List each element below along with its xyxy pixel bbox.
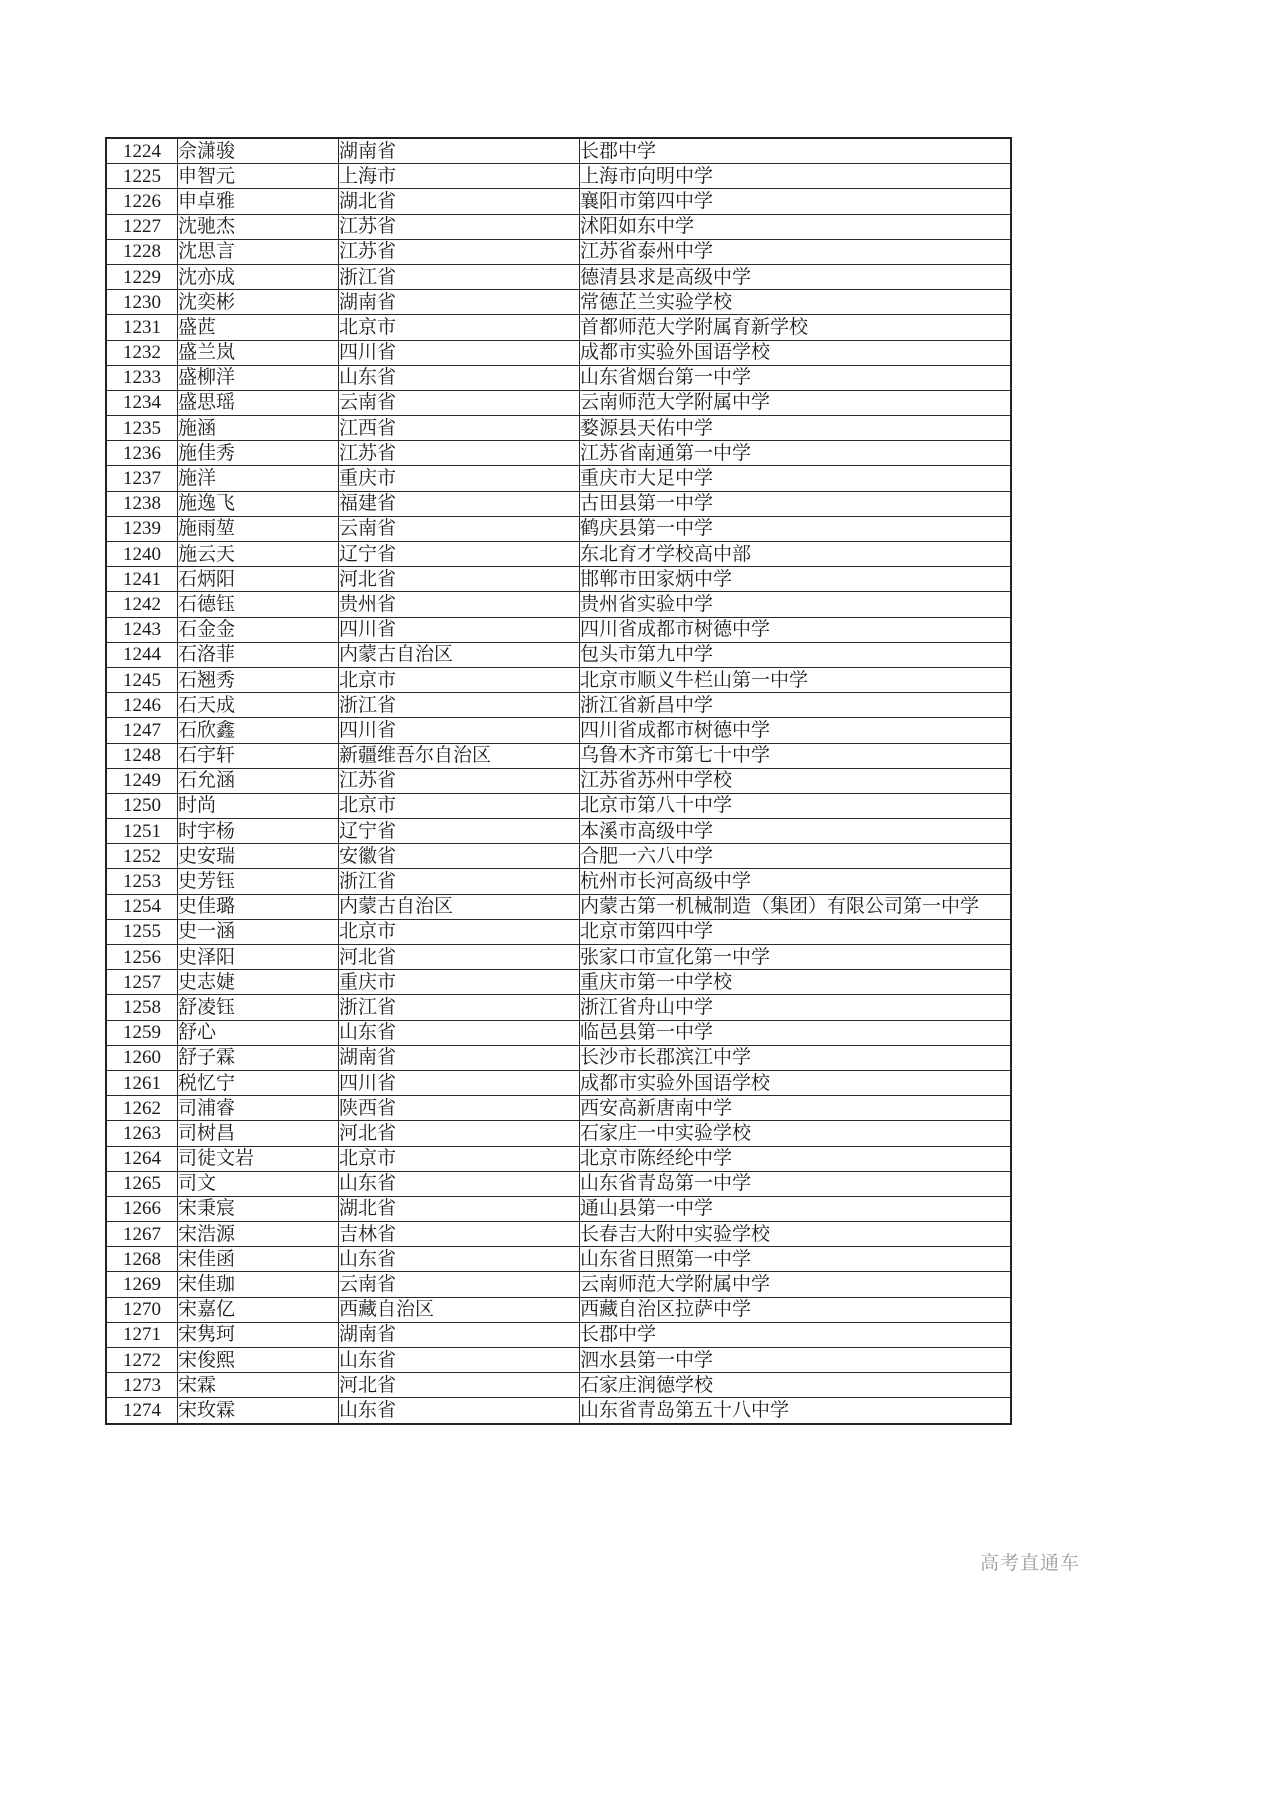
cell-province: 四川省: [339, 340, 580, 365]
cell-name: 宋浩源: [178, 1222, 339, 1247]
cell-name: 宋佳珈: [178, 1272, 339, 1297]
cell-number: 1253: [106, 869, 178, 894]
table-row: [106, 516, 1011, 541]
cell-number: 1254: [106, 894, 178, 919]
table-row: [106, 466, 1011, 491]
table-row: [106, 1247, 1011, 1272]
cell-school: 内蒙古第一机械制造（集团）有限公司第一中学: [580, 894, 1012, 919]
cell-province: 上海市: [339, 164, 580, 189]
cell-number: 1234: [106, 390, 178, 415]
cell-number: 1247: [106, 718, 178, 743]
cell-school: 首都师范大学附属育新学校: [580, 315, 1012, 340]
table-row: [106, 1121, 1011, 1146]
cell-name: 申智元: [178, 164, 339, 189]
table-row: [106, 1398, 1011, 1424]
cell-province: 湖南省: [339, 1322, 580, 1347]
cell-school: 成都市实验外国语学校: [580, 340, 1012, 365]
cell-number: 1225: [106, 164, 178, 189]
cell-number: 1269: [106, 1272, 178, 1297]
cell-school: 襄阳市第四中学: [580, 189, 1012, 214]
table-row: [106, 592, 1011, 617]
table-row: [106, 189, 1011, 214]
cell-number: 1244: [106, 642, 178, 667]
cell-name: 沈奕彬: [178, 290, 339, 315]
cell-name: 史芳钰: [178, 869, 339, 894]
cell-name: 石德钰: [178, 592, 339, 617]
cell-school: 东北育才学校高中部: [580, 542, 1012, 567]
cell-school: 北京市第四中学: [580, 919, 1012, 944]
cell-name: 石允涵: [178, 768, 339, 793]
cell-school: 张家口市宣化第一中学: [580, 945, 1012, 970]
cell-province: 云南省: [339, 516, 580, 541]
cell-name: 宋嘉亿: [178, 1297, 339, 1322]
cell-name: 税忆宁: [178, 1070, 339, 1095]
table-row: [106, 667, 1011, 692]
cell-province: 河北省: [339, 945, 580, 970]
cell-number: 1261: [106, 1070, 178, 1095]
cell-number: 1230: [106, 290, 178, 315]
table-row: [106, 743, 1011, 768]
cell-number: 1274: [106, 1398, 178, 1424]
cell-number: 1229: [106, 264, 178, 289]
table-row: [106, 441, 1011, 466]
cell-number: 1273: [106, 1373, 178, 1398]
cell-school: 江苏省苏州中学校: [580, 768, 1012, 793]
cell-number: 1227: [106, 214, 178, 239]
table-row: [106, 542, 1011, 567]
cell-number: 1272: [106, 1348, 178, 1373]
cell-province: 浙江省: [339, 693, 580, 718]
table-row: [106, 390, 1011, 415]
cell-number: 1248: [106, 743, 178, 768]
cell-province: 福建省: [339, 491, 580, 516]
table-row: [106, 340, 1011, 365]
cell-province: 北京市: [339, 793, 580, 818]
table-row: [106, 1171, 1011, 1196]
cell-school: 山东省青岛第五十八中学: [580, 1398, 1012, 1424]
cell-name: 盛苉: [178, 315, 339, 340]
cell-province: 四川省: [339, 718, 580, 743]
cell-school: 西安高新唐南中学: [580, 1096, 1012, 1121]
table-row: [106, 315, 1011, 340]
cell-school: 通山县第一中学: [580, 1196, 1012, 1221]
cell-school: 江苏省泰州中学: [580, 239, 1012, 264]
cell-number: 1241: [106, 567, 178, 592]
cell-province: 新疆维吾尔自治区: [339, 743, 580, 768]
cell-school: 合肥一六八中学: [580, 844, 1012, 869]
cell-school: 浙江省舟山中学: [580, 995, 1012, 1020]
cell-name: 宋秉宸: [178, 1196, 339, 1221]
table-row: [106, 1272, 1011, 1297]
cell-number: 1263: [106, 1121, 178, 1146]
cell-number: 1233: [106, 365, 178, 390]
cell-number: 1268: [106, 1247, 178, 1272]
table-row: [106, 1196, 1011, 1221]
cell-number: 1257: [106, 970, 178, 995]
table-row: [106, 164, 1011, 189]
table-row: [106, 567, 1011, 592]
cell-name: 施逸飞: [178, 491, 339, 516]
cell-school: 云南师范大学附属中学: [580, 390, 1012, 415]
cell-school: 鹤庆县第一中学: [580, 516, 1012, 541]
cell-province: 山东省: [339, 1171, 580, 1196]
cell-school: 重庆市大足中学: [580, 466, 1012, 491]
cell-name: 宋霖: [178, 1373, 339, 1398]
cell-province: 湖北省: [339, 1196, 580, 1221]
cell-province: 浙江省: [339, 869, 580, 894]
table-row: [106, 1297, 1011, 1322]
cell-province: 内蒙古自治区: [339, 642, 580, 667]
cell-name: 司徒文岩: [178, 1146, 339, 1171]
cell-number: 1240: [106, 542, 178, 567]
table-row: [106, 1045, 1011, 1070]
cell-province: 山东省: [339, 1247, 580, 1272]
cell-name: 史泽阳: [178, 945, 339, 970]
cell-name: 申卓雅: [178, 189, 339, 214]
cell-name: 时宇杨: [178, 819, 339, 844]
cell-province: 浙江省: [339, 995, 580, 1020]
cell-province: 河北省: [339, 1373, 580, 1398]
cell-school: 成都市实验外国语学校: [580, 1070, 1012, 1095]
cell-number: 1237: [106, 466, 178, 491]
cell-province: 陕西省: [339, 1096, 580, 1121]
cell-province: 内蒙古自治区: [339, 894, 580, 919]
cell-name: 石翘秀: [178, 667, 339, 692]
cell-name: 盛柳洋: [178, 365, 339, 390]
cell-province: 江苏省: [339, 214, 580, 239]
cell-name: 史一涵: [178, 919, 339, 944]
cell-province: 湖南省: [339, 138, 580, 164]
cell-province: 山东省: [339, 1398, 580, 1424]
cell-name: 施佳秀: [178, 441, 339, 466]
table-row: [106, 365, 1011, 390]
cell-province: 四川省: [339, 617, 580, 642]
cell-number: 1245: [106, 667, 178, 692]
table-row: [106, 995, 1011, 1020]
cell-school: 浙江省新昌中学: [580, 693, 1012, 718]
cell-province: 河北省: [339, 567, 580, 592]
cell-number: 1251: [106, 819, 178, 844]
cell-name: 施雨堃: [178, 516, 339, 541]
cell-school: 长郡中学: [580, 1322, 1012, 1347]
cell-school: 云南师范大学附属中学: [580, 1272, 1012, 1297]
cell-name: 佘潇骏: [178, 138, 339, 164]
cell-province: 山东省: [339, 365, 580, 390]
cell-school: 婺源县天佑中学: [580, 416, 1012, 441]
cell-province: 山东省: [339, 1348, 580, 1373]
table-row: [106, 1348, 1011, 1373]
cell-school: 包头市第九中学: [580, 642, 1012, 667]
cell-number: 1236: [106, 441, 178, 466]
table-row: [106, 416, 1011, 441]
cell-province: 山东省: [339, 1020, 580, 1045]
cell-name: 盛思瑶: [178, 390, 339, 415]
cell-school: 乌鲁木齐市第七十中学: [580, 743, 1012, 768]
cell-number: 1252: [106, 844, 178, 869]
cell-number: 1239: [106, 516, 178, 541]
cell-name: 宋玫霖: [178, 1398, 339, 1424]
cell-province: 北京市: [339, 1146, 580, 1171]
cell-school: 重庆市第一中学校: [580, 970, 1012, 995]
cell-province: 辽宁省: [339, 819, 580, 844]
cell-province: 重庆市: [339, 466, 580, 491]
cell-number: 1262: [106, 1096, 178, 1121]
cell-number: 1235: [106, 416, 178, 441]
table-row: [106, 214, 1011, 239]
cell-name: 施涵: [178, 416, 339, 441]
cell-province: 贵州省: [339, 592, 580, 617]
table-row: [106, 1322, 1011, 1347]
cell-province: 北京市: [339, 315, 580, 340]
cell-name: 沈亦成: [178, 264, 339, 289]
roster-table: [105, 137, 1012, 1425]
cell-school: 常德芷兰实验学校: [580, 290, 1012, 315]
cell-name: 舒凌钰: [178, 995, 339, 1020]
cell-province: 湖南省: [339, 1045, 580, 1070]
cell-school: 四川省成都市树德中学: [580, 617, 1012, 642]
cell-number: 1232: [106, 340, 178, 365]
cell-number: 1246: [106, 693, 178, 718]
cell-province: 四川省: [339, 1070, 580, 1095]
cell-number: 1243: [106, 617, 178, 642]
cell-school: 山东省日照第一中学: [580, 1247, 1012, 1272]
cell-name: 时尚: [178, 793, 339, 818]
table-row: [106, 718, 1011, 743]
cell-number: 1264: [106, 1146, 178, 1171]
cell-school: 石家庄润德学校: [580, 1373, 1012, 1398]
table-row: [106, 844, 1011, 869]
cell-number: 1255: [106, 919, 178, 944]
cell-name: 石金金: [178, 617, 339, 642]
cell-province: 吉林省: [339, 1222, 580, 1247]
cell-number: 1266: [106, 1196, 178, 1221]
cell-school: 古田县第一中学: [580, 491, 1012, 516]
cell-province: 云南省: [339, 390, 580, 415]
cell-school: 泗水县第一中学: [580, 1348, 1012, 1373]
cell-name: 沈驰杰: [178, 214, 339, 239]
cell-number: 1270: [106, 1297, 178, 1322]
cell-name: 石欣鑫: [178, 718, 339, 743]
cell-school: 沭阳如东中学: [580, 214, 1012, 239]
cell-number: 1260: [106, 1045, 178, 1070]
cell-number: 1228: [106, 239, 178, 264]
cell-number: 1238: [106, 491, 178, 516]
cell-school: 北京市顺义牛栏山第一中学: [580, 667, 1012, 692]
cell-school: 临邑县第一中学: [580, 1020, 1012, 1045]
cell-number: 1256: [106, 945, 178, 970]
cell-province: 湖北省: [339, 189, 580, 214]
cell-number: 1259: [106, 1020, 178, 1045]
cell-name: 宋佳函: [178, 1247, 339, 1272]
cell-school: 德清县求是高级中学: [580, 264, 1012, 289]
watermark: 高考直通车: [979, 1553, 1080, 1574]
cell-name: 史安瑞: [178, 844, 339, 869]
cell-number: 1271: [106, 1322, 178, 1347]
cell-number: 1224: [106, 138, 178, 164]
table-row: [106, 1020, 1011, 1045]
cell-name: 施云天: [178, 542, 339, 567]
cell-name: 施洋: [178, 466, 339, 491]
cell-province: 北京市: [339, 667, 580, 692]
cell-number: 1250: [106, 793, 178, 818]
table-row: [106, 970, 1011, 995]
cell-number: 1242: [106, 592, 178, 617]
cell-name: 史志婕: [178, 970, 339, 995]
table-row: [106, 894, 1011, 919]
table-row: [106, 793, 1011, 818]
cell-province: 北京市: [339, 919, 580, 944]
table-row: [106, 138, 1011, 164]
cell-number: 1258: [106, 995, 178, 1020]
roster-body: [106, 138, 1011, 1424]
cell-number: 1265: [106, 1171, 178, 1196]
table-row: [106, 1146, 1011, 1171]
cell-province: 湖南省: [339, 290, 580, 315]
table-row: [106, 819, 1011, 844]
table-row: [106, 869, 1011, 894]
cell-school: 山东省烟台第一中学: [580, 365, 1012, 390]
cell-school: 本溪市高级中学: [580, 819, 1012, 844]
cell-province: 河北省: [339, 1121, 580, 1146]
cell-school: 长郡中学: [580, 138, 1012, 164]
table-row: [106, 1222, 1011, 1247]
cell-school: 上海市向明中学: [580, 164, 1012, 189]
cell-name: 石宇轩: [178, 743, 339, 768]
cell-province: 江苏省: [339, 768, 580, 793]
cell-number: 1249: [106, 768, 178, 793]
cell-school: 北京市第八十中学: [580, 793, 1012, 818]
cell-school: 四川省成都市树德中学: [580, 718, 1012, 743]
cell-school: 贵州省实验中学: [580, 592, 1012, 617]
table-row: [106, 239, 1011, 264]
cell-number: 1226: [106, 189, 178, 214]
cell-province: 重庆市: [339, 970, 580, 995]
cell-province: 辽宁省: [339, 542, 580, 567]
cell-name: 司文: [178, 1171, 339, 1196]
cell-school: 长沙市长郡滨江中学: [580, 1045, 1012, 1070]
cell-name: 石天成: [178, 693, 339, 718]
cell-name: 宋俊熙: [178, 1348, 339, 1373]
cell-school: 江苏省南通第一中学: [580, 441, 1012, 466]
cell-name: 石炳阳: [178, 567, 339, 592]
table-row: [106, 1096, 1011, 1121]
cell-school: 北京市陈经纶中学: [580, 1146, 1012, 1171]
table-row: [106, 1373, 1011, 1398]
cell-school: 西藏自治区拉萨中学: [580, 1297, 1012, 1322]
table-row: [106, 768, 1011, 793]
cell-province: 江苏省: [339, 441, 580, 466]
cell-school: 邯郸市田家炳中学: [580, 567, 1012, 592]
cell-province: 西藏自治区: [339, 1297, 580, 1322]
cell-name: 宋隽珂: [178, 1322, 339, 1347]
table-row: [106, 290, 1011, 315]
table-row: [106, 1070, 1011, 1095]
cell-name: 舒子霖: [178, 1045, 339, 1070]
cell-school: 山东省青岛第一中学: [580, 1171, 1012, 1196]
table-row: [106, 919, 1011, 944]
table-row: [106, 264, 1011, 289]
cell-name: 司浦睿: [178, 1096, 339, 1121]
table-row: [106, 693, 1011, 718]
table-row: [106, 491, 1011, 516]
table-row: [106, 617, 1011, 642]
cell-school: 石家庄一中实验学校: [580, 1121, 1012, 1146]
cell-name: 舒心: [178, 1020, 339, 1045]
cell-province: 江西省: [339, 416, 580, 441]
cell-name: 司树昌: [178, 1121, 339, 1146]
cell-province: 浙江省: [339, 264, 580, 289]
cell-province: 安徽省: [339, 844, 580, 869]
cell-number: 1231: [106, 315, 178, 340]
table-row: [106, 945, 1011, 970]
cell-province: 云南省: [339, 1272, 580, 1297]
cell-name: 盛兰岚: [178, 340, 339, 365]
cell-name: 石洛菲: [178, 642, 339, 667]
table-row: [106, 642, 1011, 667]
cell-school: 杭州市长河高级中学: [580, 869, 1012, 894]
cell-name: 史佳璐: [178, 894, 339, 919]
cell-number: 1267: [106, 1222, 178, 1247]
cell-province: 江苏省: [339, 239, 580, 264]
cell-name: 沈思言: [178, 239, 339, 264]
cell-school: 长春吉大附中实验学校: [580, 1222, 1012, 1247]
